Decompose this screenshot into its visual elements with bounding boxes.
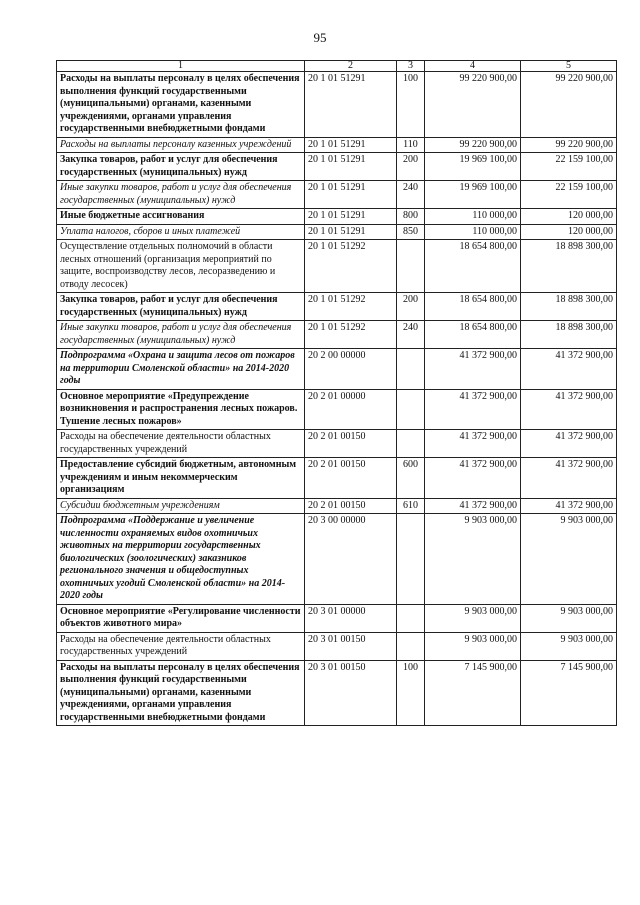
row-code: 20 1 01 51292: [305, 240, 397, 293]
row-amount-2020: 9 903 000,00: [521, 604, 617, 632]
row-code: 20 3 01 00150: [305, 660, 397, 726]
table-row: [57, 224, 617, 240]
row-expense-type: [397, 604, 425, 632]
row-amount-2020: 22 159 100,00: [521, 153, 617, 181]
row-name: Закупка товаров, работ и услуг для обеспечения государственных (муниципальных) нужд: [57, 153, 305, 181]
row-amount-2020: 9 903 000,00: [521, 514, 617, 605]
row-amount-2019: 7 145 900,00: [425, 660, 521, 726]
row-expense-type: 100: [397, 660, 425, 726]
row-amount-2020: 18 898 300,00: [521, 293, 617, 321]
table-row: [57, 321, 617, 349]
column-header-type: 3: [397, 61, 425, 72]
row-name: Предоставление субсидий бюджетным, автономным учреждениям и иным некоммерческим организациям: [57, 458, 305, 499]
row-name: Иные закупки товаров, работ и услуг для обеспечения государственных (муниципальных) нужд: [57, 321, 305, 349]
row-expense-type: 800: [397, 209, 425, 225]
row-name: Расходы на выплаты персоналу казенных учреждений: [57, 137, 305, 153]
row-amount-2020: 120 000,00: [521, 209, 617, 225]
row-expense-type: [397, 514, 425, 605]
row-amount-2019: 41 372 900,00: [425, 349, 521, 390]
row-amount-2019: 19 969 100,00: [425, 181, 521, 209]
row-expense-type: 110: [397, 137, 425, 153]
row-amount-2019: 99 220 900,00: [425, 72, 521, 138]
table-row: [57, 514, 617, 605]
row-amount-2020: 41 372 900,00: [521, 430, 617, 458]
row-expense-type: [397, 389, 425, 430]
row-amount-2019: 41 372 900,00: [425, 458, 521, 499]
row-expense-type: 240: [397, 321, 425, 349]
row-expense-type: 200: [397, 293, 425, 321]
row-name: Уплата налогов, сборов и иных платежей: [57, 224, 305, 240]
row-amount-2019: 9 903 000,00: [425, 604, 521, 632]
column-header-code: 2: [305, 61, 397, 72]
row-name: Расходы на выплаты персоналу в целях обеспечения выполнения функций государственными (муниципальными) органами, казенными учреждениями, органами управления государственными внебюджетными фондами: [57, 72, 305, 138]
row-code: 20 3 00 00000: [305, 514, 397, 605]
budget-table: [56, 60, 617, 726]
row-code: 20 2 00 00000: [305, 349, 397, 390]
row-expense-type: 610: [397, 498, 425, 514]
row-expense-type: 850: [397, 224, 425, 240]
row-name: Осуществление отдельных полномочий в области лесных отношений (организация мероприятий по защите, воспроизводству лесов, лесоразведению и отводу лесосек): [57, 240, 305, 293]
row-name: Иные закупки товаров, работ и услуг для обеспечения государственных (муниципальных) нужд: [57, 181, 305, 209]
row-name: Расходы на выплаты персоналу в целях обеспечения выполнения функций государственными (муниципальными) органами, казенными учреждениями, органами управления государственными внебюджетными фондами: [57, 660, 305, 726]
row-code: 20 1 01 51292: [305, 293, 397, 321]
row-code: 20 1 01 51291: [305, 137, 397, 153]
table-row: [57, 293, 617, 321]
row-amount-2020: 18 898 300,00: [521, 240, 617, 293]
table-row: [57, 389, 617, 430]
row-amount-2020: 41 372 900,00: [521, 458, 617, 499]
row-amount-2019: 18 654 800,00: [425, 321, 521, 349]
row-name: Субсидии бюджетным учреждениям: [57, 498, 305, 514]
row-amount-2019: 41 372 900,00: [425, 498, 521, 514]
row-code: 20 2 01 00150: [305, 498, 397, 514]
table-row: [57, 209, 617, 225]
row-code: 20 1 01 51291: [305, 153, 397, 181]
table-header-row: [57, 61, 617, 72]
row-amount-2020: 41 372 900,00: [521, 498, 617, 514]
row-amount-2020: 99 220 900,00: [521, 72, 617, 138]
row-expense-type: [397, 632, 425, 660]
table-row: [57, 660, 617, 726]
row-name: Подпрограмма «Охрана и защита лесов от пожаров на территории Смоленской области» на 2014-2020 годы: [57, 349, 305, 390]
table-row: [57, 349, 617, 390]
row-amount-2019: 41 372 900,00: [425, 389, 521, 430]
row-code: 20 2 01 00000: [305, 389, 397, 430]
row-name: Подпрограмма «Поддержание и увеличение численности охраняемых видов охотничьих животных на территории государственных биологических (зоологических) заказников регионального значения и общедоступных охотничьих угодий Смоленской области» на 2014-2020 годы: [57, 514, 305, 605]
row-expense-type: [397, 349, 425, 390]
row-amount-2020: 18 898 300,00: [521, 321, 617, 349]
row-amount-2019: 110 000,00: [425, 209, 521, 225]
page-number: 95: [313, 30, 327, 45]
row-name: Основное мероприятие «Предупреждение возникновения и распространения лесных пожаров. Тушение лесных пожаров»: [57, 389, 305, 430]
row-amount-2019: 19 969 100,00: [425, 153, 521, 181]
row-amount-2019: 110 000,00: [425, 224, 521, 240]
row-name: Закупка товаров, работ и услуг для обеспечения государственных (муниципальных) нужд: [57, 293, 305, 321]
row-name: Основное мероприятие «Регулирование численности объектов животного мира»: [57, 604, 305, 632]
table-body: [57, 72, 617, 726]
row-name: Расходы на обеспечение деятельности областных государственных учреждений: [57, 430, 305, 458]
table-row: [57, 604, 617, 632]
column-header-amount-2020: 5: [521, 61, 617, 72]
table-row: [57, 430, 617, 458]
table-row: [57, 72, 617, 138]
row-code: 20 2 01 00150: [305, 430, 397, 458]
row-expense-type: [397, 240, 425, 293]
row-amount-2020: 99 220 900,00: [521, 137, 617, 153]
table-row: [57, 498, 617, 514]
row-expense-type: 600: [397, 458, 425, 499]
table-row: [57, 632, 617, 660]
row-expense-type: 200: [397, 153, 425, 181]
row-amount-2020: 7 145 900,00: [521, 660, 617, 726]
row-amount-2019: 9 903 000,00: [425, 632, 521, 660]
row-code: 20 1 01 51291: [305, 181, 397, 209]
row-code: 20 1 01 51291: [305, 72, 397, 138]
table-row: [57, 153, 617, 181]
row-amount-2019: 41 372 900,00: [425, 430, 521, 458]
row-code: 20 3 01 00000: [305, 604, 397, 632]
row-code: 20 1 01 51291: [305, 224, 397, 240]
row-amount-2019: 9 903 000,00: [425, 514, 521, 605]
row-amount-2019: 18 654 800,00: [425, 293, 521, 321]
column-header-name: 1: [57, 61, 305, 72]
row-amount-2020: 41 372 900,00: [521, 389, 617, 430]
table-row: [57, 240, 617, 293]
table-row: [57, 137, 617, 153]
row-name: Расходы на обеспечение деятельности областных государственных учреждений: [57, 632, 305, 660]
row-expense-type: 100: [397, 72, 425, 138]
column-header-amount-2019: 4: [425, 61, 521, 72]
row-amount-2019: 18 654 800,00: [425, 240, 521, 293]
row-code: 20 1 01 51291: [305, 209, 397, 225]
row-amount-2020: 41 372 900,00: [521, 349, 617, 390]
table-row: [57, 181, 617, 209]
row-name: Иные бюджетные ассигнования: [57, 209, 305, 225]
row-expense-type: 240: [397, 181, 425, 209]
row-amount-2020: 120 000,00: [521, 224, 617, 240]
row-code: 20 1 01 51292: [305, 321, 397, 349]
table-row: [57, 458, 617, 499]
row-amount-2019: 99 220 900,00: [425, 137, 521, 153]
row-expense-type: [397, 430, 425, 458]
row-code: 20 3 01 00150: [305, 632, 397, 660]
row-amount-2020: 9 903 000,00: [521, 632, 617, 660]
row-amount-2020: 22 159 100,00: [521, 181, 617, 209]
row-code: 20 2 01 00150: [305, 458, 397, 499]
